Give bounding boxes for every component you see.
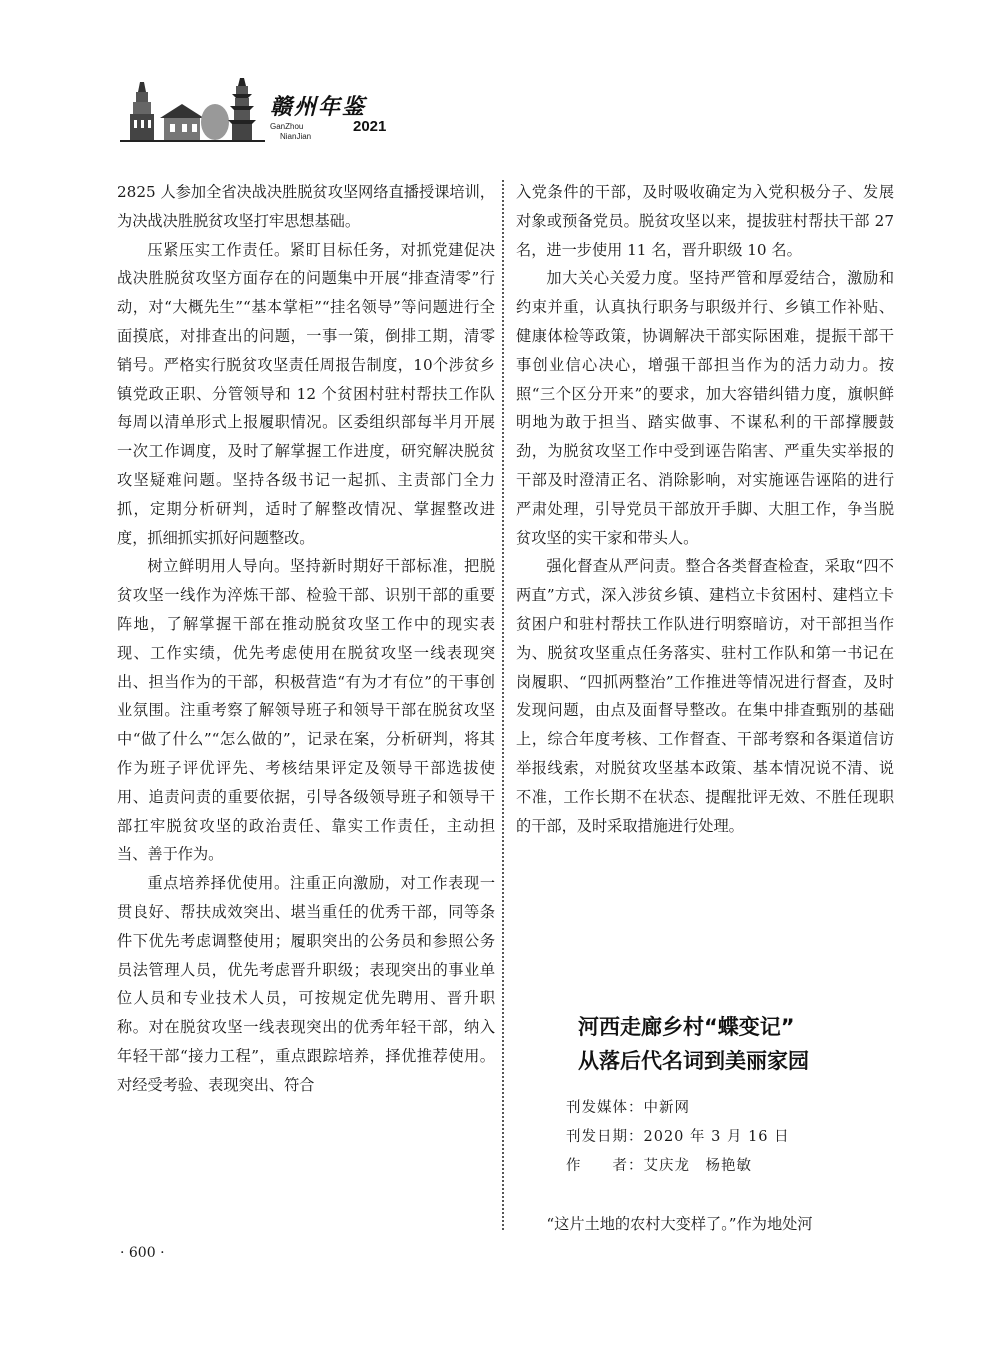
yearbook-brand: 赣州年鉴 xyxy=(270,94,367,120)
article-title-line1: 河西走廊乡村“蝶变记” xyxy=(578,1015,795,1039)
paragraph: 加大关心关爱力度。坚持严管和厚爱结合，激励和约束并重，认真执行职务与职级并行、乡镇工作补贴、健康体检等政策，协调解决干部实际困难，提振干部干事创业信心决心，增强干部担当作为的活力动力。按照“三个区分开来”的要求，加大容错纠错力度，旗帜鲜明地为敢于担当、踏实做事、不谋私利的干部撑腰鼓劲，为脱贫攻坚工作中受到诬告陷害、严重失实举报的干部及时澄清正名、消除影响，对实施诬告诬陷的进行严肃处理，引导党员干部放开手脚、大胆工作，争当脱贫攻坚的实干家和带头人。 xyxy=(516,269,894,547)
paragraph: 2825 人参加全省决战决胜脱贫攻坚网络直播授课培训，为决战决胜脱贫攻坚打牢思想基础。 xyxy=(117,183,495,230)
article-title-line2: 从落后代名词到美丽家园 xyxy=(578,1049,809,1073)
article-title xyxy=(578,1010,908,1078)
article-date: 刊发日期：2020 年 3 月 16 日 xyxy=(566,1129,790,1145)
paragraph: 强化督查从严问责。整合各类督查检查，采取“四不两直”方式，深入涉贫乡镇、建档立卡贫困村、建档立卡贫困户和驻村帮扶工作队进行明察暗访，对干部担当作为、脱贫攻坚重点任务落实、驻村工作队和第一书记在岗履职、“四抓两整治”工作推进等情况进行督查，及时发现问题，由点及面督导整改。在集中排查甄别的基础上，综合年度考核、工作督查、干部考察和各渠道信访举报线索，对脱贫攻坚基本政策、基本情况说不清、说不准，工作长期不在状态、提醒批评无效、不胜任现职的干部，及时采取措施进行处理。 xyxy=(516,557,894,835)
yearbook-year: 2021 xyxy=(353,118,387,135)
right-column xyxy=(516,178,894,840)
brand-en-line1: GanZhou xyxy=(270,122,304,131)
left-column xyxy=(117,178,495,1100)
pagoda-illustration xyxy=(120,78,265,144)
article-meta xyxy=(566,1094,886,1181)
paragraph: 树立鲜明用人导向。坚持新时期好干部标准，把脱贫攻坚一线作为淬炼干部、检验干部、识别干部的重要阵地，了解掌握干部在推动脱贫攻坚工作中的现实表现、工作实绩，优先考虑使用在脱贫攻坚一线表现突出、担当作为的干部，积极营造“有为才有位”的干事创业氛围。注重考察了解领导班子和领导干部在脱贫攻坚中“做了什么”“怎么做的”，记录在案，分析研判，将其作为班子评优评先、考核结果评定及领导干部选拔使用、追责问责的重要依据，引导各级领导班子和领导干部扛牢脱贫攻坚的政治责任、靠实工作责任，主动担当、善于作为。 xyxy=(117,557,495,864)
article-media: 刊发媒体：中新网 xyxy=(566,1100,690,1116)
paragraph: 重点培养择优使用。注重正向激励，对工作表现一贯良好、帮扶成效突出、堪当重任的优秀干部，同等条件下优先考虑调整使用；履职突出的公务员和参照公务员法管理人员，优先考虑晋升职级；表现突出的事业单位人员和专业技术人员，可按规定优先聘用、晋升职称。对在脱贫攻坚一线表现突出的优秀年轻干部，纳入年轻干部“接力工程”，重点跟踪培养，择优推荐使用。对经受考验、表现突出、符合 xyxy=(117,874,495,1094)
header xyxy=(120,78,420,148)
paragraph: 压紧压实工作责任。紧盯目标任务，对抓党建促决战决胜脱贫攻坚方面存在的问题集中开展“排查清零”行动，对“大概先生”“基本掌柜”“挂名领导”等问题进行全面摸底，对排查出的问题，一事一策，倒排工期，清零销号。严格实行脱贫攻坚责任周报告制度，10个涉贫乡镇党政正职、分管领导和 12 个贫困村驻村帮扶工作队每周以清单形式上报履职情况。区委组织部每半月开展一次工作调度，及时了解掌握工作进度，研究解决脱贫攻坚疑难问题。坚持各级书记一起抓、主责部门全力抓，定期分析研判，适时了解整改情况、掌握整改进度，抓细抓实抓好问题整改。 xyxy=(117,240,495,547)
brand-en-line2: NianJian xyxy=(280,132,312,141)
paragraph: 入党条件的干部，及时吸收确定为入党积极分子、发展对象或预备党员。脱贫攻坚以来，提拔驻村帮扶干部 27 名，进一步使用 11 名，晋升职级 10 名。 xyxy=(516,183,894,259)
article-first-line: “这片土地的农村大变样了。”作为地处河 xyxy=(546,1215,813,1233)
article-author: 作 者：艾庆龙 杨艳敏 xyxy=(566,1158,752,1174)
column-divider xyxy=(502,180,504,1230)
page-number: · 600 · xyxy=(120,1245,165,1261)
yearbook-brand-english xyxy=(270,122,311,142)
